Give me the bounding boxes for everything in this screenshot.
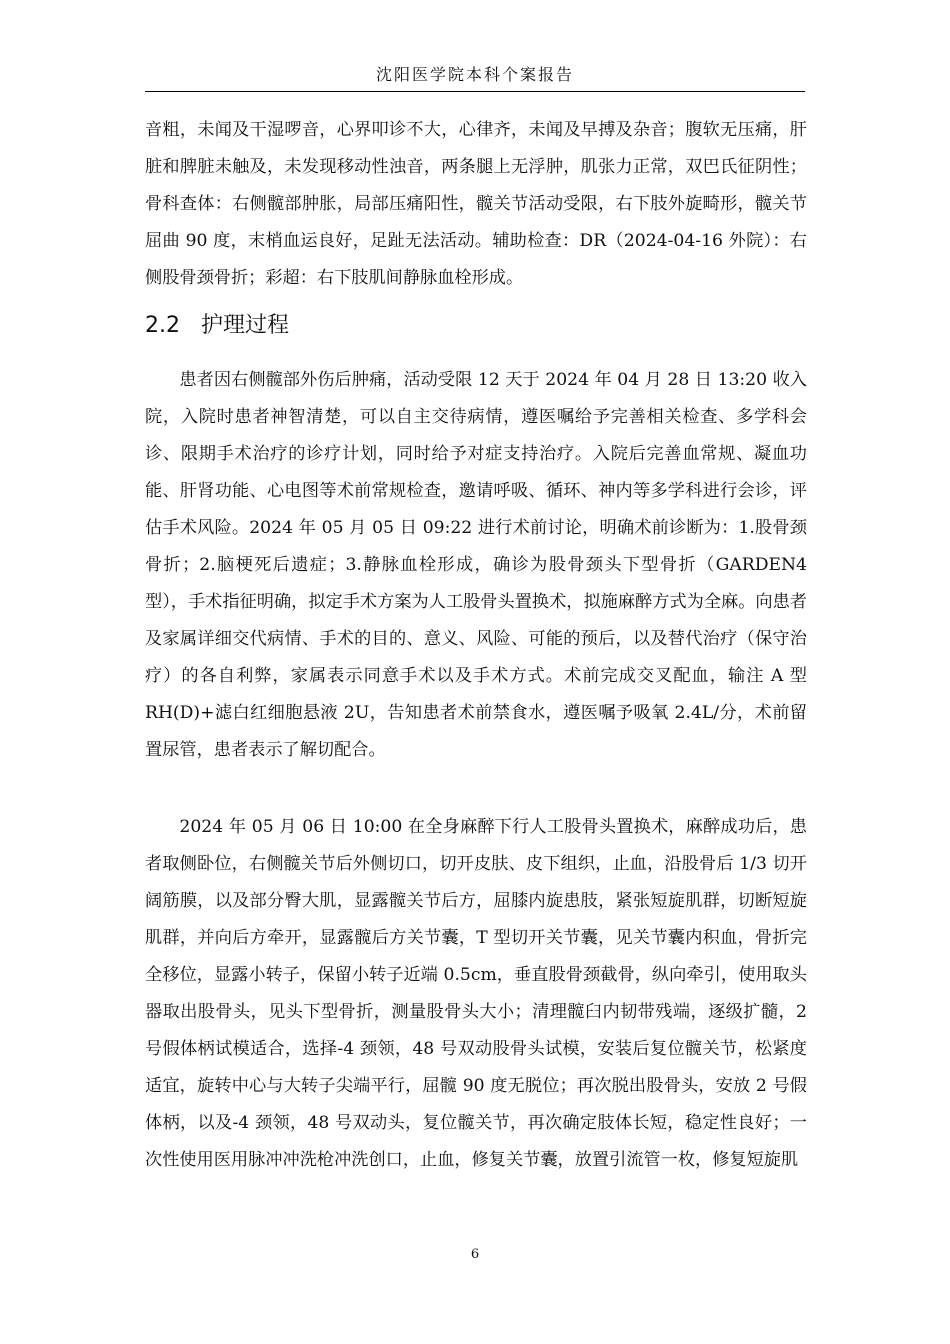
header-divider	[145, 91, 805, 92]
paragraph-text: 2024 年 05 月 06 日 10:00 在全身麻醉下行人工股骨头置换术，麻醉成功后，患者取侧卧位，右侧髋关节后外侧切口，切开皮肤、皮下组织，止血，沿股骨后 1/3 切开阔筋膜，以及部分臀大肌，显露髋关节后方，屈膝内旋患肢，紧张短旋肌群，切断短旋肌群，并向后方牵开，显露髋后方关节囊，T 型切开关节囊，见关节囊内积血，骨折完全移位，显露小转子，保留小转子近端 0.5cm，垂直股骨颈截骨，纵向牵引，使用取头器取出股骨头，见头下型骨折，测量股骨头大小；清理髋臼内韧带残端，逐级扩髓，2 号假体柄试模适合，选择-4 颈领，48 号双动股骨头试模，安装后复位髋关节，松紧度适宜，旋转中心与大转子尖端平行，屈髋 90 度无脱位；再次脱出股骨头，安放 2 号假体柄，以及-4 颈领，48 号双动头，复位髋关节，再次确定肢体长短，稳定性良好；一次性使用医用脉冲冲洗枪冲洗创口，止血，修复关节囊，放置引流管一枚，修复短旋肌	[145, 817, 807, 1170]
paragraph-admission	[145, 362, 807, 769]
paragraph-text: 患者因右侧髋部外伤后肿痛，活动受限 12 天于 2024 年 04 月 28 日 13:20 收入院，入院时患者神智清楚，可以自主交待病情，遵医嘱给予完善相关检查、多学科会诊、限期手术治疗的诊疗计划，同时给予对症支持治疗。入院后完善血常规、凝血功能、肝肾功能、心电图等术前常规检查，邀请呼吸、循环、神内等多学科进行会诊，评估手术风险。2024 年 05 月 05 日 09:22 进行术前讨论，明确术前诊断为：1.股骨颈骨折；2.脑梗死后遗症；3.静脉血栓形成，确诊为股骨颈头下型骨折（GARDEN4 型），手术指征明确，拟定手术方案为人工股骨头置换术，拟施麻醉方式为全麻。向患者及家属详细交代病情、手术的目的、意义、风险、可能的预后，以及替代治疗（保守治疗）的各自利弊，家属表示同意手术以及手术方式。术前完成交叉配血，输注 A 型 RH(D)+滤白红细胞悬液 2U，告知患者术前禁食水，遵医嘱予吸氧 2.4L/分，术前留置尿管，患者表示了解切配合。	[145, 370, 807, 760]
section-number: 2.2	[145, 313, 180, 338]
paragraph-text: 音粗，未闻及干湿啰音，心界叩诊不大，心律齐，未闻及早搏及杂音；腹软无压痛，肝脏和脾脏未触及，未发现移动性浊音，两条腿上无浮肿，肌张力正常，双巴氏征阴性；骨科查体：右侧髋部肿胀，局部压痛阳性，髋关节活动受限，右下肢外旋畸形，髋关节屈曲 90 度，末梢血运良好，足趾无法活动。辅助检查：DR（2024-04-16 外院）：右侧股骨颈骨折；彩超：右下肢肌间静脉血栓形成。	[145, 120, 807, 288]
paragraph-exam-findings	[145, 112, 807, 297]
running-header: 沈阳医学院本科个案报告	[375, 65, 574, 84]
section-title: 护理过程	[201, 313, 290, 338]
section-heading	[145, 308, 289, 339]
page-number: 6	[470, 1247, 480, 1262]
paragraph-surgery	[145, 809, 807, 1179]
